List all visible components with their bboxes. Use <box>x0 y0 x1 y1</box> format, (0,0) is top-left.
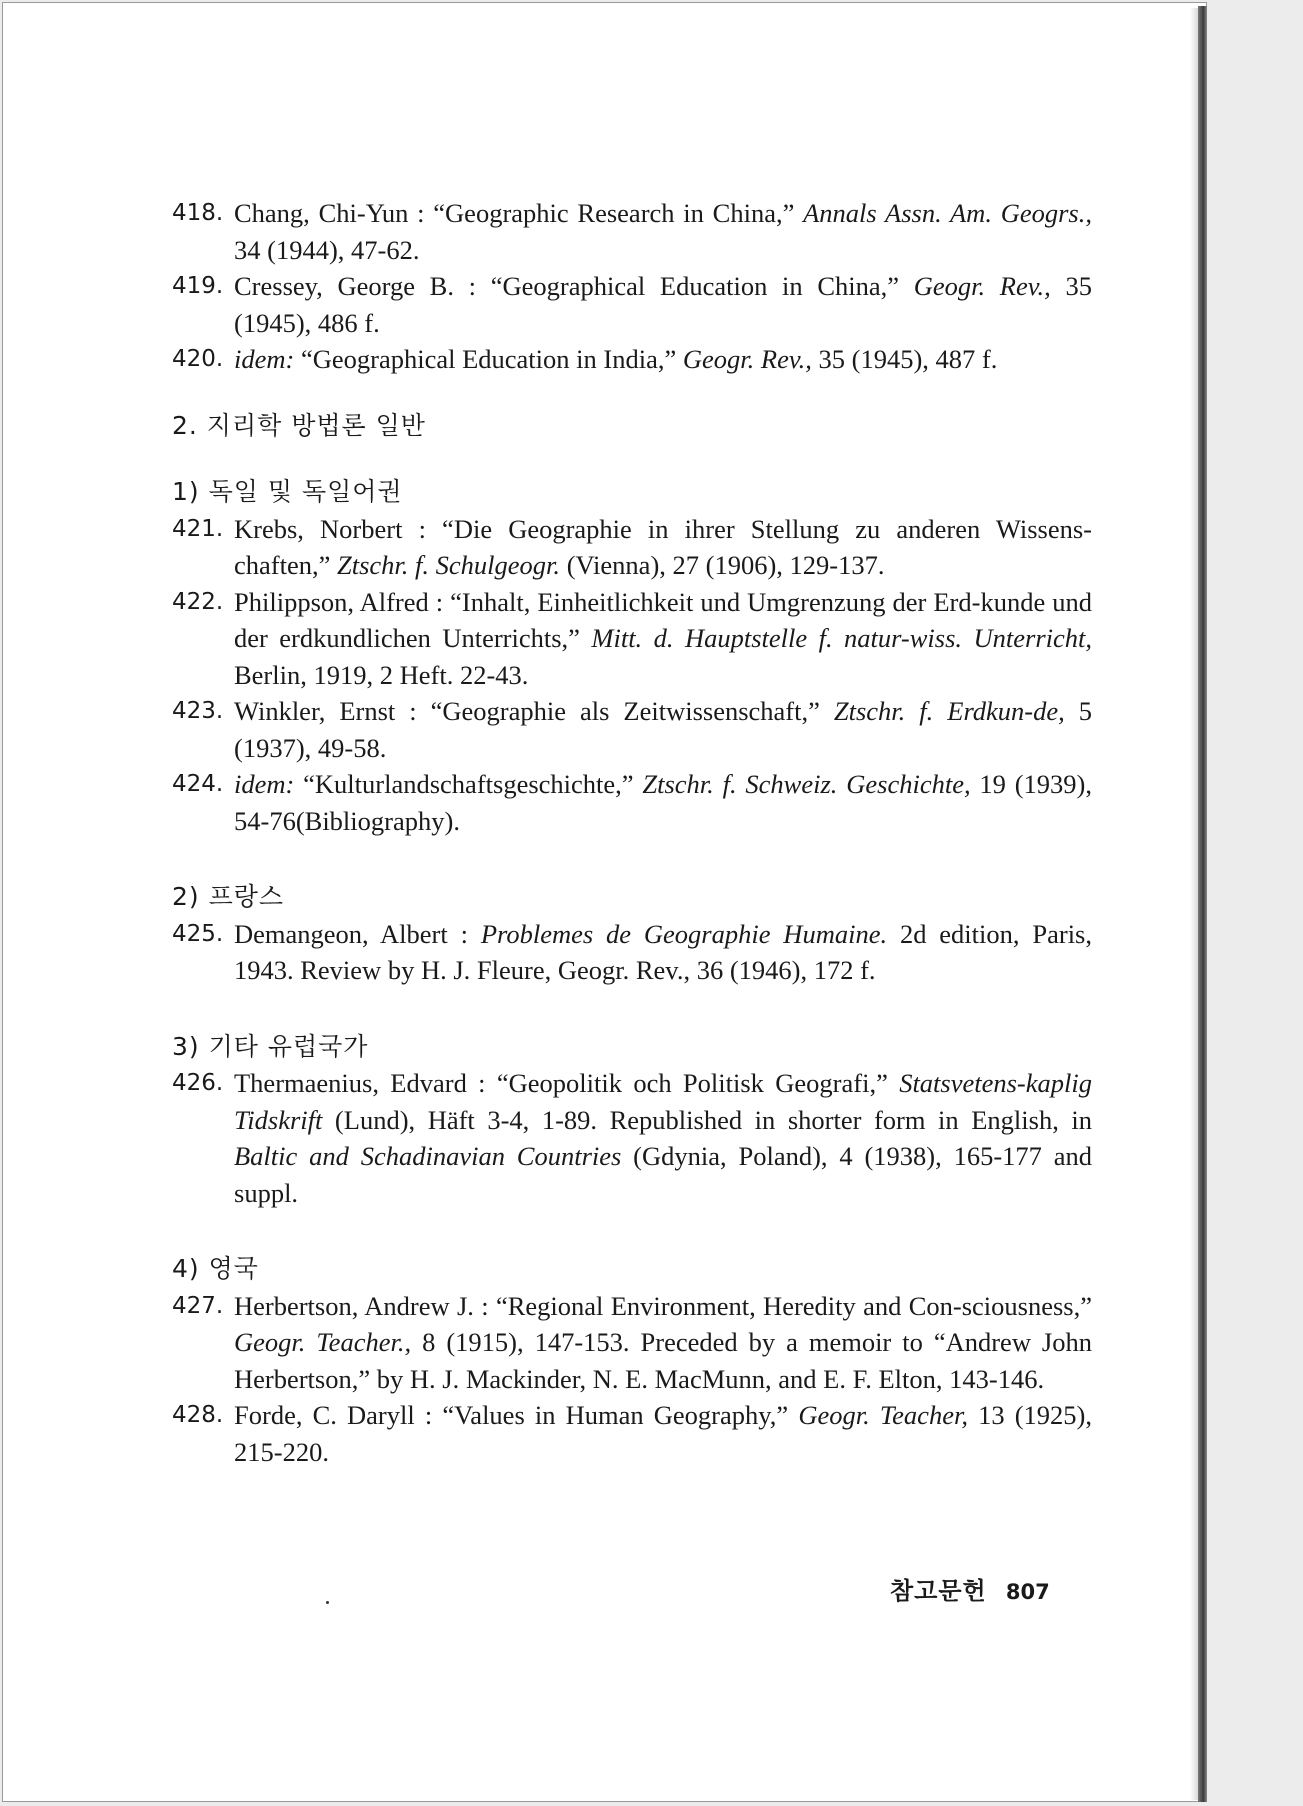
scan-speck <box>326 1601 329 1604</box>
reference-number: 422. <box>172 588 224 615</box>
reference-text: Philippson, Alfred : “Inhalt, Einheitlichkeit und Umgrenzung der Erd-kunde und der erdkundlichen Unterrichts,” Mitt. d. Hauptstelle f. natur-wiss. Unterricht, Berlin, 1919, 2 Heft. 22-43. <box>234 586 1092 690</box>
reference-421 <box>172 511 1092 584</box>
reference-420 <box>172 341 1092 378</box>
reference-text: Winkler, Ernst : “Geographie als Zeitwissenschaft,” Ztschr. f. Erdkun-de, 5 (1937), 49-58. <box>234 696 1092 763</box>
reference-text: idem: “Geographical Education in India,” Geogr. Rev., 35 (1945), 487 f. <box>234 344 998 374</box>
reference-number: 421. <box>172 515 224 542</box>
reference-text: Cressey, George B. : “Geographical Education in China,” Geogr. Rev., 35 (1945), 486 f. <box>234 271 1092 338</box>
book-spine-edge <box>1198 6 1207 1802</box>
reference-424 <box>172 766 1092 839</box>
reference-number: 426. <box>172 1070 224 1096</box>
subsection-heading: 2) 프랑스 <box>172 882 285 911</box>
subsection-heading: 4) 영국 <box>172 1254 259 1283</box>
reference-428 <box>172 1397 1092 1470</box>
reference-number: 419. <box>172 273 224 299</box>
bibliography-body <box>172 195 1092 1470</box>
running-title: 참고문헌 <box>890 1577 987 1605</box>
reference-422 <box>172 584 1092 694</box>
section-title: 2. 지리학 방법론 일반 <box>172 410 426 440</box>
reference-text: Thermaenius, Edvard : “Geopolitik och Politisk Geografi,” Statsvetens-kaplig Tidskrift (Lund), Häft 3-4, 1-89. Republished in shorter form in English, in Baltic and Schadinavian Countries (Gdynia, Poland), 4 (1938), 165-177 and suppl. <box>234 1068 1092 1208</box>
reference-number: 418. <box>172 200 224 226</box>
reference-number: 420. <box>172 346 224 372</box>
reference-number: 423. <box>172 698 224 724</box>
reference-text: idem: “Kulturlandschaftsgeschichte,” Ztschr. f. Schweiz. Geschichte, 19 (1939), 54-76(Bibliography). <box>234 769 1093 836</box>
page-edge-shadow <box>1190 8 1198 1800</box>
reference-423 <box>172 693 1092 766</box>
page-footer <box>890 1571 1050 1606</box>
reference-text: Demangeon, Albert : Problemes de Geographie Humaine. 2d edition, Paris, 1943. Review by H. J. Fleure, Geogr. Rev., 36 (1946), 172 f. <box>234 918 1092 985</box>
reference-text: Herbertson, Andrew J. : “Regional Environment, Heredity and Con-sciousness,” Geogr. Teacher., 8 (1915), 147-153. Preceded by a memoir to “Andrew John Herbertson,” by H. J. Mackinder, N. E. MacMunn, and E. F. Elton, 143-146. <box>234 1290 1092 1394</box>
reference-419 <box>172 268 1092 341</box>
reference-text: Krebs, Norbert : “Die Geographie in ihrer Stellung zu anderen Wissens-chaften,” Ztschr. f. Schulgeogr. (Vienna), 27 (1906), 129-137. <box>234 513 1092 580</box>
reference-number: 428. <box>172 1402 224 1428</box>
subsection-heading: 1) 독일 및 독일어권 <box>172 477 403 506</box>
reference-number: 424. <box>172 771 224 797</box>
reference-418 <box>172 195 1092 268</box>
reference-number: 425. <box>172 920 224 947</box>
reference-number: 427. <box>172 1292 224 1319</box>
reference-426 <box>172 1065 1092 1211</box>
reference-text: Forde, C. Daryll : “Values in Human Geography,” Geogr. Teacher, 13 (1925), 215-220. <box>234 1400 1093 1467</box>
subsection-heading: 3) 기타 유럽국가 <box>172 1031 369 1061</box>
page-number: 807 <box>1005 1580 1050 1604</box>
reference-427 <box>172 1288 1092 1398</box>
reference-text: Chang, Chi-Yun : “Geographic Research in China,” Annals Assn. Am. Geogrs., 34 (1944), 47-62. <box>234 198 1092 265</box>
reference-425 <box>172 916 1092 989</box>
